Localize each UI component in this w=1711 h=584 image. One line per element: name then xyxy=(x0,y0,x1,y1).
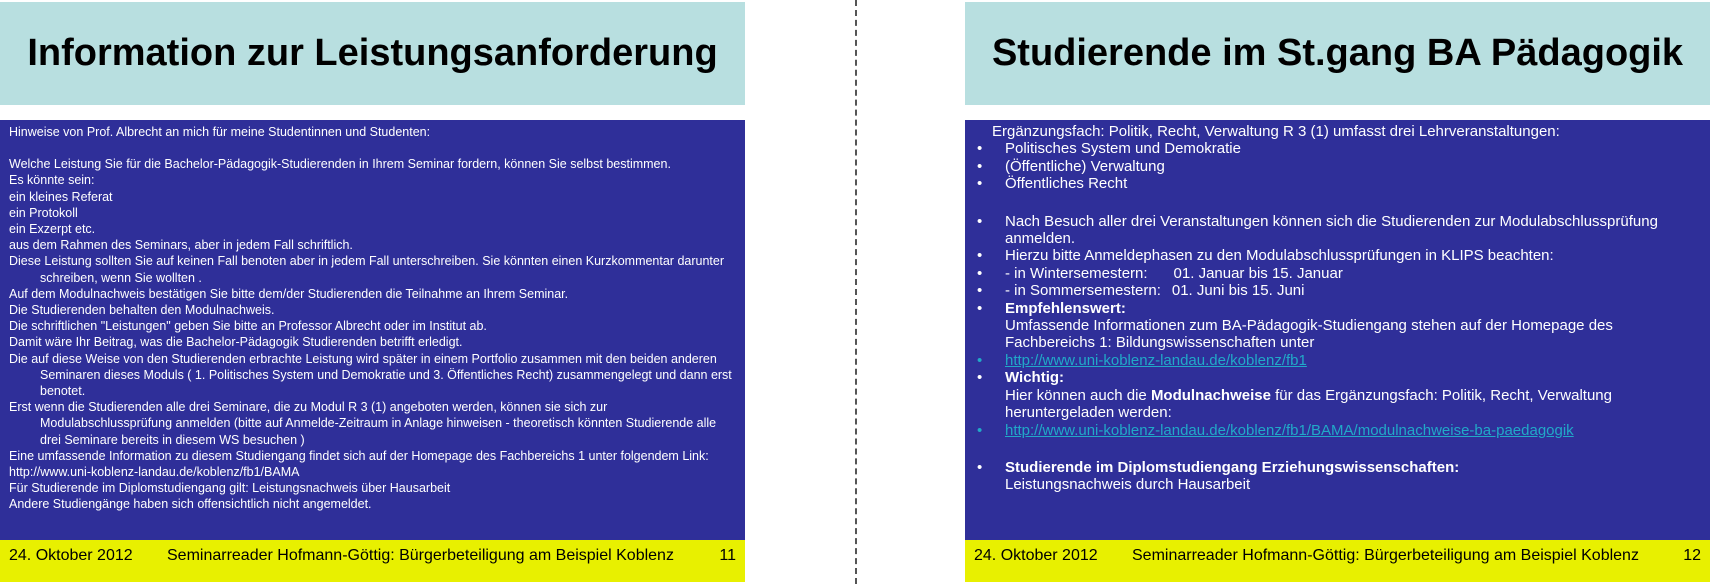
body-line: Für Studierende im Diplomstudiengang gilt: Leistungsnachweis über Hausarbeit xyxy=(9,481,451,496)
course-name: (Öffentliche) Verwaltung xyxy=(1005,157,1165,175)
winter-label: - in Wintersemestern: xyxy=(1005,264,1148,282)
list-item xyxy=(975,352,1700,369)
recommend-text: Umfassende Informationen zum BA-Pädagogik-Studiengang stehen auf der Homepage des Fachbereichs 1: Bildungswissenschaften unter xyxy=(1005,317,1613,352)
list-item xyxy=(975,213,1700,248)
page-divider xyxy=(855,0,857,584)
bullet-icon: • xyxy=(977,458,983,476)
body-line: Diese Leistung sollten Sie auf keinen Fall benoten aber in jedem Fall unterschreiben. Sie könnten einen Kurzkommentar darunter schreiben, wenn Sie wollten . xyxy=(9,254,725,285)
body-line: Die schriftlichen "Leistungen" geben Sie bitte an Professor Albrecht oder im Institut ab. xyxy=(9,319,487,334)
list-item xyxy=(975,175,1700,192)
body-line: Damit wäre Ihr Beitrag, was die Bachelor-Pädagogik Studierenden betrifft erledigt. xyxy=(9,335,463,350)
list-item xyxy=(975,422,1700,439)
slide-11 xyxy=(0,0,745,584)
modulnachweise-link[interactable]: http://www.uni-koblenz-landau.de/koblenz/fb1/BAMA/modulnachweise-ba-paedagogik xyxy=(1005,421,1574,439)
bullet-icon: • xyxy=(977,282,983,300)
course-name: Politisches System und Demokratie xyxy=(1005,140,1241,158)
list-item xyxy=(975,300,1700,352)
page-number: 12 xyxy=(1683,547,1701,564)
diplom-text: Leistungsnachweis durch Hausarbeit xyxy=(1005,476,1251,494)
title-band xyxy=(965,2,1710,105)
important-text: für das Ergänzungsfach: Politik, Recht, Verwaltung heruntergeladen werden: xyxy=(1005,386,1612,422)
diplom-heading: Studierende im Diplomstudiengang Erziehungswissenschaften: xyxy=(1005,458,1460,476)
body-line: ein kleines Referat xyxy=(9,189,113,204)
bullet-icon: • xyxy=(977,369,983,387)
important-bold: Modulnachweise xyxy=(1150,386,1271,404)
body-line: Andere Studiengänge haben sich offensichtlich nicht angemeldet. xyxy=(9,497,372,512)
important-heading: Wichtig: xyxy=(1005,369,1065,387)
slide-footer xyxy=(965,540,1710,582)
body-line: Eine umfassende Information zu diesem Studiengang findet sich auf der Homepage des Fachbereichs 1 unter folgendem Link: xyxy=(9,448,709,463)
bullet-icon: • xyxy=(977,264,983,282)
bullet-icon: • xyxy=(977,212,983,230)
recommend-heading: Empfehlenswert: xyxy=(1005,299,1126,317)
list-item xyxy=(975,158,1700,175)
slide-body xyxy=(0,120,745,540)
bullet-icon: • xyxy=(977,247,983,265)
list-item xyxy=(975,247,1700,264)
body-line: Auf dem Modulnachweis bestätigen Sie bitte dem/der Studierenden die Teilnahme an Ihrem Seminar. xyxy=(9,286,569,301)
list-item xyxy=(975,459,1700,494)
footer-date: 24. Oktober 2012 xyxy=(9,547,133,564)
footer-date: 24. Oktober 2012 xyxy=(974,547,1098,564)
list-item xyxy=(975,265,1700,282)
list-item xyxy=(975,282,1700,299)
body-line: Welche Leistung Sie für die Bachelor-Pädagogik-Studierenden in Ihrem Seminar fordern, können Sie selbst bestimmen. xyxy=(9,157,671,172)
slide-title: Information zur Leistungsanforderung xyxy=(27,32,718,74)
body-url: http://www.uni-koblenz-landau.de/koblenz/fb1/BAMA xyxy=(9,465,300,480)
summer-dates: 01. Juni bis 15. Juni xyxy=(1171,282,1305,300)
body-line: Die Studierenden behalten den Modulnachweis. xyxy=(9,303,275,318)
page-number: 11 xyxy=(719,547,736,564)
slide-body xyxy=(965,120,1710,540)
body-line: Es könnte sein: xyxy=(9,173,95,188)
body-line: ein Exzerpt etc. xyxy=(9,222,96,237)
bullet-icon: • xyxy=(977,299,983,317)
title-band xyxy=(0,2,745,105)
bullet-icon: • xyxy=(977,157,983,175)
important-text: Hier können auch die xyxy=(1005,386,1151,404)
registration-note: Hierzu bitte Anmeldephasen zu den Modulabschlussprüfungen in KLIPS beachten: xyxy=(1005,247,1554,265)
body-line: aus dem Rahmen des Seminars, aber in jedem Fall schriftlich. xyxy=(9,238,353,253)
list-item xyxy=(975,140,1700,157)
course-name: Öffentliches Recht xyxy=(1005,175,1128,193)
body-line: Die auf diese Weise von den Studierenden erbrachte Leistung wird später in einem Portfolio zusammen mit den beiden anderen Seminaren dieses Moduls ( 1. Politisches System und Demokratie und 3. Öffentliches Recht) zusammengelegt und dann erst benotet. xyxy=(9,351,732,399)
intro-text: Ergänzungsfach: Politik, Recht, Verwaltung R 3 (1) umfasst drei Lehrveranstaltungen: xyxy=(992,123,1560,140)
list-item xyxy=(975,369,1700,421)
body-line: Erst wenn die Studierenden alle drei Seminare, die zu Modul R 3 (1) angeboten werden, können sie sich zur Modulabschlussprüfung anmelden (bitte auf Anmelde-Zeitraum in Anlage hinweisen - theoretisch könnten Studierende alle drei Seminare bereits in diesem WS besuchen ) xyxy=(9,400,717,447)
slide-footer xyxy=(0,540,745,582)
footer-title: Seminarreader Hofmann-Göttig: Bürgerbeteiligung am Beispiel Koblenz xyxy=(167,547,674,564)
fb1-link[interactable]: http://www.uni-koblenz-landau.de/koblenz/fb1 xyxy=(1005,351,1307,369)
body-line: Hinweise von Prof. Albrecht an mich für meine Studentinnen und Studenten: xyxy=(9,125,431,139)
body-line: ein Protokoll xyxy=(9,205,78,220)
bullet-icon: • xyxy=(977,351,983,369)
winter-dates: 01. Januar bis 15. Januar xyxy=(1173,264,1343,282)
footer-title: Seminarreader Hofmann-Göttig: Bürgerbeteiligung am Beispiel Koblenz xyxy=(1132,547,1639,564)
summer-label: - in Sommersemestern: xyxy=(1005,282,1161,300)
bullet-icon: • xyxy=(977,175,983,193)
bullet-icon: • xyxy=(977,140,983,158)
slide-title: Studierende im St.gang BA Pädagogik xyxy=(991,32,1684,74)
exam-note: Nach Besuch aller drei Veranstaltungen können sich die Studierenden zur Modulabschlussprüfung anmelden. xyxy=(1005,212,1658,248)
bullet-icon: • xyxy=(977,421,983,439)
slide-12 xyxy=(965,0,1710,584)
